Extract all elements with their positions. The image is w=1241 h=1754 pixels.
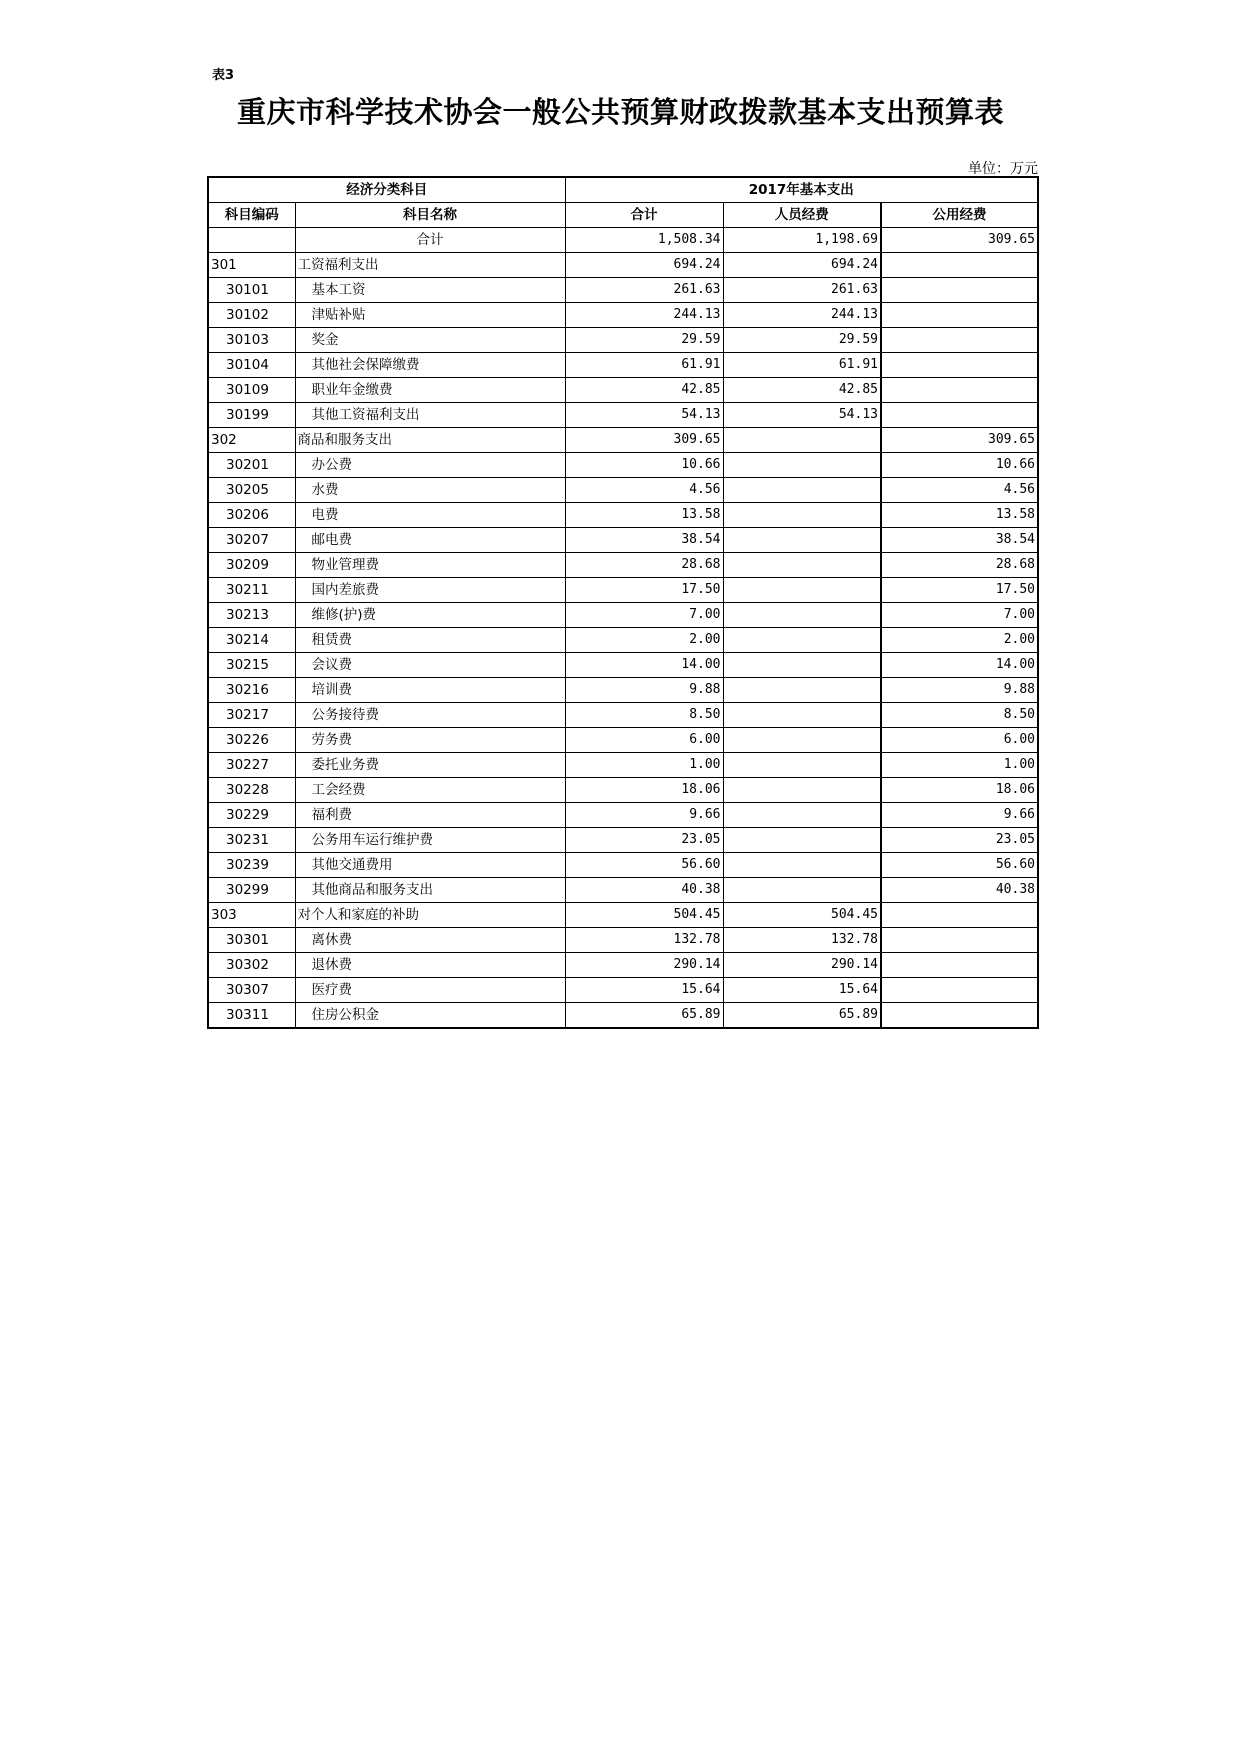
cell-code: 30231 [208, 828, 295, 853]
cell-public: 6.00 [881, 728, 1038, 753]
table-row [208, 703, 1038, 728]
cell-total: 54.13 [565, 403, 723, 428]
cell-personnel: 54.13 [723, 403, 881, 428]
table-body [208, 228, 1038, 1029]
cell-public: 8.50 [881, 703, 1038, 728]
cell-public: 309.65 [881, 428, 1038, 453]
cell-code: 30239 [208, 853, 295, 878]
cell-code: 30206 [208, 503, 295, 528]
cell-total: 261.63 [565, 278, 723, 303]
table-row [208, 628, 1038, 653]
cell-public: 28.68 [881, 553, 1038, 578]
table-row [208, 1003, 1038, 1029]
cell-name: 委托业务费 [295, 753, 565, 778]
cell-name: 其他社会保障缴费 [295, 353, 565, 378]
table-row [208, 778, 1038, 803]
cell-total: 17.50 [565, 578, 723, 603]
cell-personnel [723, 878, 881, 903]
cell-total: 290.14 [565, 953, 723, 978]
table-row [208, 428, 1038, 453]
cell-personnel: 694.24 [723, 253, 881, 278]
cell-total: 42.85 [565, 378, 723, 403]
cell-name: 公务接待费 [295, 703, 565, 728]
cell-personnel: 290.14 [723, 953, 881, 978]
table-row [208, 228, 1038, 253]
cell-name: 邮电费 [295, 528, 565, 553]
cell-total: 244.13 [565, 303, 723, 328]
cell-personnel [723, 778, 881, 803]
header-row-columns [208, 203, 1038, 228]
cell-public: 1.00 [881, 753, 1038, 778]
cell-code: 302 [208, 428, 295, 453]
cell-code: 30215 [208, 653, 295, 678]
cell-code: 303 [208, 903, 295, 928]
table-row [208, 728, 1038, 753]
cell-name: 办公费 [295, 453, 565, 478]
budget-table [207, 176, 1039, 1029]
cell-personnel: 61.91 [723, 353, 881, 378]
cell-public: 23.05 [881, 828, 1038, 853]
table-row [208, 803, 1038, 828]
table-row [208, 953, 1038, 978]
cell-personnel [723, 728, 881, 753]
cell-public [881, 328, 1038, 353]
cell-public [881, 353, 1038, 378]
table-label: 表3 [212, 68, 235, 83]
cell-code: 30205 [208, 478, 295, 503]
cell-total: 9.88 [565, 678, 723, 703]
cell-public: 7.00 [881, 603, 1038, 628]
cell-code: 30207 [208, 528, 295, 553]
table-row [208, 453, 1038, 478]
cell-total: 7.00 [565, 603, 723, 628]
cell-name: 职业年金缴费 [295, 378, 565, 403]
cell-code: 30201 [208, 453, 295, 478]
table-row [208, 403, 1038, 428]
table-row [208, 303, 1038, 328]
table-row [208, 653, 1038, 678]
cell-name: 其他商品和服务支出 [295, 878, 565, 903]
cell-name: 基本工资 [295, 278, 565, 303]
cell-public: 9.88 [881, 678, 1038, 703]
table-row [208, 878, 1038, 903]
cell-name: 合计 [295, 228, 565, 253]
cell-total: 132.78 [565, 928, 723, 953]
cell-public: 9.66 [881, 803, 1038, 828]
cell-code: 30101 [208, 278, 295, 303]
cell-total: 28.68 [565, 553, 723, 578]
cell-total: 18.06 [565, 778, 723, 803]
cell-total: 2.00 [565, 628, 723, 653]
table-row [208, 828, 1038, 853]
table-row [208, 853, 1038, 878]
cell-total: 1.00 [565, 753, 723, 778]
cell-name: 商品和服务支出 [295, 428, 565, 453]
cell-total: 9.66 [565, 803, 723, 828]
cell-code: 30213 [208, 603, 295, 628]
cell-public: 56.60 [881, 853, 1038, 878]
cell-personnel [723, 528, 881, 553]
cell-total: 10.66 [565, 453, 723, 478]
table-row [208, 478, 1038, 503]
cell-code: 30109 [208, 378, 295, 403]
cell-name: 电费 [295, 503, 565, 528]
cell-name: 会议费 [295, 653, 565, 678]
page-title: 重庆市科学技术协会一般公共预算财政拨款基本支出预算表 [236, 95, 1004, 129]
header-col-code: 科目编码 [208, 203, 295, 228]
cell-total: 65.89 [565, 1003, 723, 1029]
cell-code: 301 [208, 253, 295, 278]
cell-total: 8.50 [565, 703, 723, 728]
header-col-public: 公用经费 [881, 203, 1038, 228]
table-row [208, 578, 1038, 603]
cell-name: 对个人和家庭的补助 [295, 903, 565, 928]
cell-name: 物业管理费 [295, 553, 565, 578]
cell-personnel: 261.63 [723, 278, 881, 303]
cell-personnel: 29.59 [723, 328, 881, 353]
cell-personnel [723, 603, 881, 628]
cell-code: 30199 [208, 403, 295, 428]
cell-personnel [723, 503, 881, 528]
cell-personnel: 15.64 [723, 978, 881, 1003]
cell-name: 劳务费 [295, 728, 565, 753]
cell-public: 309.65 [881, 228, 1038, 253]
cell-name: 住房公积金 [295, 1003, 565, 1029]
cell-public [881, 928, 1038, 953]
cell-personnel: 65.89 [723, 1003, 881, 1029]
cell-public [881, 303, 1038, 328]
header-basic-expenditure: 2017年基本支出 [565, 177, 1038, 203]
cell-name: 工资福利支出 [295, 253, 565, 278]
cell-code: 30227 [208, 753, 295, 778]
cell-name: 福利费 [295, 803, 565, 828]
cell-public [881, 1003, 1038, 1029]
header-col-total: 合计 [565, 203, 723, 228]
cell-code: 30311 [208, 1003, 295, 1029]
cell-public: 38.54 [881, 528, 1038, 553]
cell-public: 40.38 [881, 878, 1038, 903]
cell-total: 56.60 [565, 853, 723, 878]
cell-name: 国内差旅费 [295, 578, 565, 603]
cell-personnel [723, 653, 881, 678]
table-row [208, 978, 1038, 1003]
cell-total: 38.54 [565, 528, 723, 553]
cell-code: 30307 [208, 978, 295, 1003]
cell-total: 1,508.34 [565, 228, 723, 253]
cell-name: 离休费 [295, 928, 565, 953]
cell-public: 18.06 [881, 778, 1038, 803]
cell-total: 61.91 [565, 353, 723, 378]
cell-total: 29.59 [565, 328, 723, 353]
cell-public [881, 903, 1038, 928]
table-row [208, 528, 1038, 553]
cell-code: 30103 [208, 328, 295, 353]
table-row [208, 253, 1038, 278]
cell-personnel [723, 428, 881, 453]
cell-public: 4.56 [881, 478, 1038, 503]
cell-name: 工会经费 [295, 778, 565, 803]
cell-public [881, 978, 1038, 1003]
cell-code: 30211 [208, 578, 295, 603]
header-economic-classification: 经济分类科目 [208, 177, 565, 203]
unit-label: 单位：万元 [968, 161, 1038, 177]
cell-public [881, 953, 1038, 978]
cell-code: 30226 [208, 728, 295, 753]
table-row [208, 903, 1038, 928]
cell-public: 13.58 [881, 503, 1038, 528]
table-row [208, 328, 1038, 353]
cell-name: 其他工资福利支出 [295, 403, 565, 428]
cell-total: 23.05 [565, 828, 723, 853]
header-row-group [208, 177, 1038, 203]
cell-personnel: 244.13 [723, 303, 881, 328]
cell-public [881, 403, 1038, 428]
table-row [208, 678, 1038, 703]
cell-total: 504.45 [565, 903, 723, 928]
table-row [208, 353, 1038, 378]
cell-code: 30228 [208, 778, 295, 803]
cell-public [881, 253, 1038, 278]
cell-personnel: 132.78 [723, 928, 881, 953]
cell-public [881, 378, 1038, 403]
cell-name: 奖金 [295, 328, 565, 353]
cell-public: 17.50 [881, 578, 1038, 603]
cell-personnel [723, 553, 881, 578]
cell-personnel [723, 578, 881, 603]
cell-personnel: 504.45 [723, 903, 881, 928]
table-row [208, 603, 1038, 628]
cell-total: 4.56 [565, 478, 723, 503]
cell-personnel [723, 853, 881, 878]
cell-name: 公务用车运行维护费 [295, 828, 565, 853]
table-row [208, 278, 1038, 303]
cell-personnel: 1,198.69 [723, 228, 881, 253]
cell-public: 2.00 [881, 628, 1038, 653]
cell-total: 13.58 [565, 503, 723, 528]
cell-name: 维修(护)费 [295, 603, 565, 628]
table-row [208, 378, 1038, 403]
cell-personnel [723, 453, 881, 478]
cell-name: 水费 [295, 478, 565, 503]
cell-code: 30302 [208, 953, 295, 978]
cell-total: 14.00 [565, 653, 723, 678]
cell-personnel: 42.85 [723, 378, 881, 403]
header-col-personnel: 人员经费 [723, 203, 881, 228]
cell-personnel [723, 828, 881, 853]
cell-code: 30214 [208, 628, 295, 653]
cell-code: 30216 [208, 678, 295, 703]
cell-total: 40.38 [565, 878, 723, 903]
cell-total: 309.65 [565, 428, 723, 453]
cell-total: 6.00 [565, 728, 723, 753]
cell-code: 30299 [208, 878, 295, 903]
cell-total: 694.24 [565, 253, 723, 278]
cell-name: 医疗费 [295, 978, 565, 1003]
cell-public: 10.66 [881, 453, 1038, 478]
cell-name: 培训费 [295, 678, 565, 703]
cell-personnel [723, 628, 881, 653]
cell-name: 其他交通费用 [295, 853, 565, 878]
cell-name: 退休费 [295, 953, 565, 978]
cell-code: 30229 [208, 803, 295, 828]
cell-code: 30104 [208, 353, 295, 378]
cell-code: 30102 [208, 303, 295, 328]
cell-public [881, 278, 1038, 303]
table-row [208, 553, 1038, 578]
cell-public: 14.00 [881, 653, 1038, 678]
cell-personnel [723, 753, 881, 778]
header-col-name: 科目名称 [295, 203, 565, 228]
table-row [208, 753, 1038, 778]
cell-personnel [723, 703, 881, 728]
table-row [208, 503, 1038, 528]
cell-code [208, 228, 295, 253]
table-row [208, 928, 1038, 953]
cell-code: 30217 [208, 703, 295, 728]
cell-personnel [723, 803, 881, 828]
cell-code: 30301 [208, 928, 295, 953]
cell-code: 30209 [208, 553, 295, 578]
cell-personnel [723, 678, 881, 703]
cell-name: 租赁费 [295, 628, 565, 653]
cell-personnel [723, 478, 881, 503]
cell-total: 15.64 [565, 978, 723, 1003]
cell-name: 津贴补贴 [295, 303, 565, 328]
